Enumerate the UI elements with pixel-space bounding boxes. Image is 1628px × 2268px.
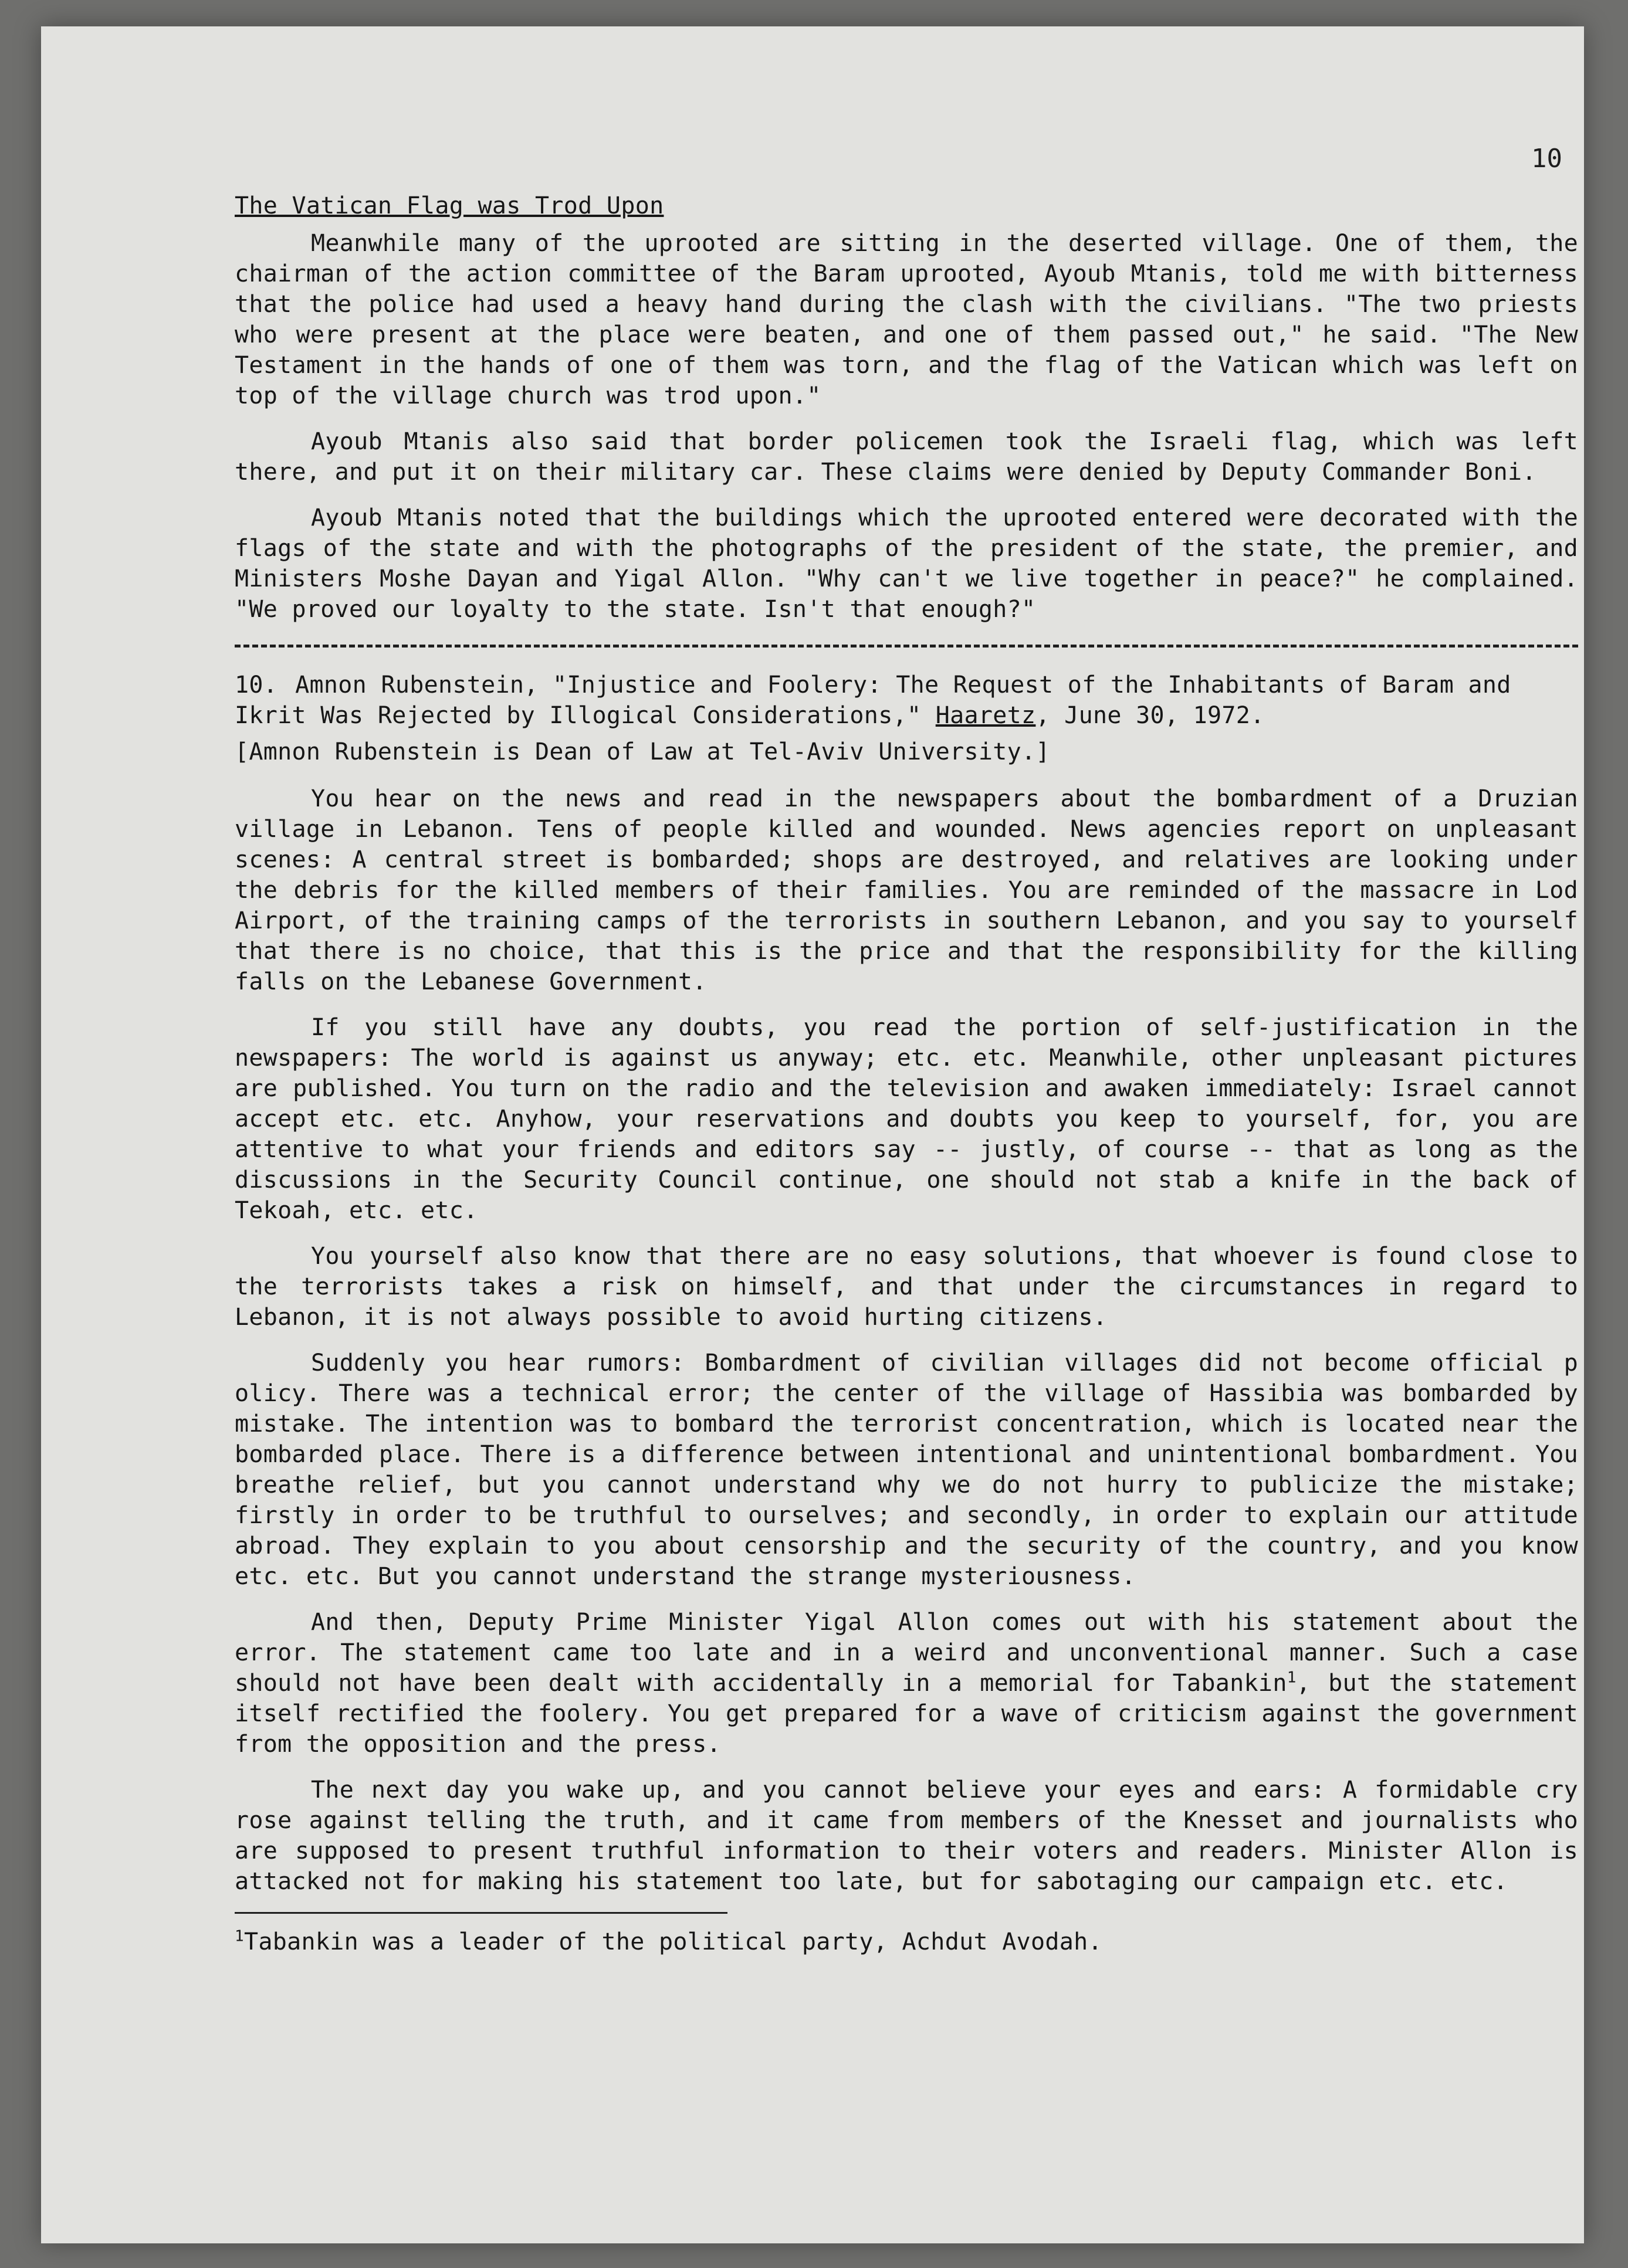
- footnote-reference: 1: [1287, 1669, 1297, 1687]
- footnote-divider: [235, 1912, 727, 1914]
- author-note: [Amnon Rubenstein is Dean of Law at Tel-Aviv University.]: [235, 738, 1050, 765]
- section-heading-text: The Vatican Flag was Trod Upon: [235, 192, 664, 219]
- document-page: [41, 26, 1584, 2243]
- citation: [235, 670, 1578, 731]
- paragraph-text: And then, Deputy Prime Minister Yigal Allon comes out with his statement about the error. The statement came too late and in a weird and unconventional manner. Such a case should not have been dealt with accidentally in a memorial for Tabankin: [235, 1609, 1578, 1697]
- page-content: [235, 191, 1578, 1957]
- paragraph: Suddenly you hear rumors: Bombardment of civilian villages did not become official p olicy. There was a technical error; the center of the village of Hassibia was bombarded by mistake. The intention was to bombard the terrorist concentration, which is located near the bombarded place. There is a difference between intentional and unintentional bombardment. You breathe relief, but you cannot understand why we do not hurry to publicize the mistake; firstly in order to be truthful to ourselves; and secondly, in order to explain our attitude abroad. They explain to you about censorship and the security of the country, and you know etc. etc. But you cannot understand the strange mysteriousness.: [235, 1350, 1578, 1590]
- citation-source: Haaretz: [935, 702, 1036, 729]
- paragraph: Ayoub Mtanis noted that the buildings which the uprooted entered were decorated with the flags of the state and with the photographs of the president of the state, the premier, and Ministers Moshe Dayan and Yigal Allon. "Why can't we live together in peace?" he complained. "We proved our loyalty to the state. Isn't that enough?": [235, 504, 1578, 623]
- item-number: 10.: [235, 672, 278, 699]
- citation-date: , June 30, 1972.: [1035, 702, 1265, 729]
- paragraph: Ayoub Mtanis also said that border policemen took the Israeli flag, which was left there, and put it on their military car. These claims were denied by Deputy Commander Boni.: [235, 428, 1578, 486]
- paragraph: If you still have any doubts, you read the portion of self-justification in the newspapers: The world is against us anyway; etc. etc. Meanwhile, other unpleasant pictures are published. You turn on the radio and the television and awaken immediately: Israel cannot accept etc. etc. Anyhow, your reservations and doubts you keep to yourself, for, you are attentive to what your friends and editors say -- justly, of course -- that as long as the discussions in the Security Council continue, one should not stab a knife in the back of Tekoah, etc. etc.: [235, 1014, 1578, 1224]
- paragraph: You hear on the news and read in the newspapers about the bombardment of a Druzian village in Lebanon. Tens of people killed and wounded. News agencies report on unpleasant scenes: A central street is bombarded; shops are destroyed, and relatives are looking under the debris for the killed members of their families. You are reminded of the massacre in Lod Airport, of the training camps of the terrorists in southern Lebanon, and you say to yourself that there is no choice, that this is the price and that the responsibility for the killing falls on the Lebanese Government.: [235, 785, 1578, 995]
- paragraph: You yourself also know that there are no easy solutions, that whoever is found close to the terrorists takes a risk on himself, and that under the circumstances in regard to Lebanon, it is not always possible to avoid hurting citizens.: [235, 1243, 1578, 1331]
- paragraph: The next day you wake up, and you cannot believe your eyes and ears: A formidable cry rose against telling the truth, and it came from members of the Knesset and journalists who are supposed to present truthful information to their voters and readers. Minister Allon is attacked not for making his statement too late, but for sabotaging our campaign etc. etc.: [235, 1777, 1578, 1895]
- footnote-text: Tabankin was a leader of the political party, Achdut Avodah.: [243, 1928, 1102, 1955]
- footnote-marker: 1: [235, 1927, 244, 1945]
- paragraph: Meanwhile many of the uprooted are sitting in the deserted village. One of them, the chairman of the action committee of the Baram uprooted, Ayoub Mtanis, told me with bitterness that the police had used a heavy hand during the clash with the civilians. "The two priests who were present at the place were beaten, and one of them passed out," he said. "The New Testament in the hands of one of them was torn, and the flag of the Vatican which was left on top of the village church was trod upon.": [235, 230, 1578, 409]
- citation-text: Amnon Rubenstein, "Injustice and Foolery: The Request of the Inhabitants of Baram and Ikrit Was Rejected by Illogical Considerations,": [235, 672, 1511, 729]
- page-number: 10: [1531, 144, 1562, 174]
- paragraph-text: , but the statement itself rectified the foolery. You get prepared for a wave of criticism against the government from the opposition and the press.: [235, 1670, 1578, 1758]
- section-heading: [235, 191, 1578, 221]
- paragraph: [235, 1607, 1578, 1760]
- dashed-divider: [235, 645, 1578, 647]
- footnote: [235, 1927, 1578, 1957]
